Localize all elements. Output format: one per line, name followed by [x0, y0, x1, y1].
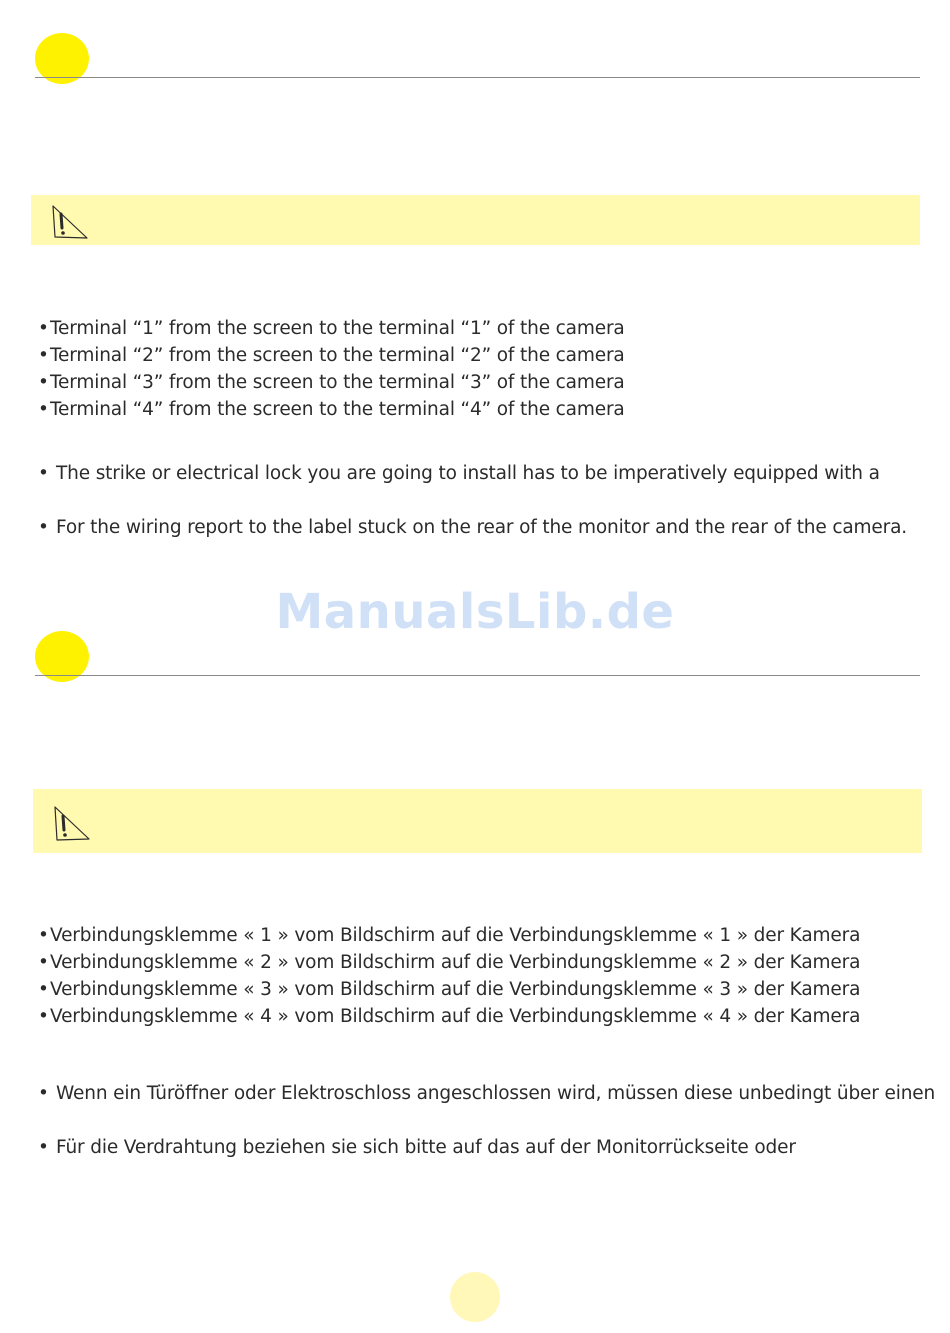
- list-item-text: Verbindungsklemme « 4 » vom Bildschirm auf die Verbindungsklemme « 4 » der Kamera: [50, 1006, 861, 1027]
- note-text: Wenn ein Türöffner oder Elektroschloss angeschlossen wird, müssen diese unbedingt über einen: [56, 1083, 936, 1104]
- watermark: ManualsLib.de: [275, 584, 675, 640]
- list-item: •Terminal “3” from the screen to the terminal “3” of the camera: [38, 372, 625, 393]
- note-text: Für die Verdrahtung beziehen sie sich bitte auf das auf der Monitorrückseite oder: [56, 1137, 796, 1158]
- note-text: For the wiring report to the label stuck on the rear of the monitor and the rear of the camera.: [56, 517, 908, 538]
- list-item-text: Terminal “1” from the screen to the terminal “1” of the camera: [50, 318, 625, 339]
- section-rule-1: [35, 77, 920, 78]
- warning-triangle-icon: [49, 202, 89, 240]
- note-de-2: • Für die Verdrahtung beziehen sie sich bitte auf das auf der Monitorrückseite oder: [38, 1137, 796, 1158]
- list-item: •Verbindungsklemme « 1 » vom Bildschirm auf die Verbindungsklemme « 1 » der Kamera: [38, 925, 861, 946]
- list-item: •Verbindungsklemme « 2 » vom Bildschirm auf die Verbindungsklemme « 2 » der Kamera: [38, 952, 861, 973]
- list-item: •Verbindungsklemme « 3 » vom Bildschirm auf die Verbindungsklemme « 3 » der Kamera: [38, 979, 861, 1000]
- list-item-text: Verbindungsklemme « 2 » vom Bildschirm auf die Verbindungsklemme « 2 » der Kamera: [50, 952, 861, 973]
- terminal-list-de: [38, 922, 860, 1030]
- note-en-1: • The strike or electrical lock you are going to install has to be imperatively equipped with a: [38, 463, 880, 484]
- warning-band-1: [31, 195, 920, 245]
- list-item-text: Verbindungsklemme « 3 » vom Bildschirm auf die Verbindungsklemme « 3 » der Kamera: [50, 979, 861, 1000]
- note-de-1: • Wenn ein Türöffner oder Elektroschloss angeschlossen wird, müssen diese unbedingt über einen: [38, 1083, 936, 1104]
- note-text: The strike or electrical lock you are going to install has to be imperatively equipped with a: [56, 463, 880, 484]
- list-item: •Terminal “2” from the screen to the terminal “2” of the camera: [38, 345, 625, 366]
- terminal-list-en: [38, 315, 625, 423]
- list-item: •Terminal “1” from the screen to the terminal “1” of the camera: [38, 318, 625, 339]
- list-item: •Verbindungsklemme « 4 » vom Bildschirm auf die Verbindungsklemme « 4 » der Kamera: [38, 1006, 861, 1027]
- list-item: •Terminal “4” from the screen to the terminal “4” of the camera: [38, 399, 625, 420]
- list-item-text: Terminal “3” from the screen to the terminal “3” of the camera: [50, 372, 625, 393]
- page-number-marker: [450, 1272, 500, 1322]
- warning-triangle-icon: [51, 803, 91, 843]
- list-item-text: Verbindungsklemme « 1 » vom Bildschirm auf die Verbindungsklemme « 1 » der Kamera: [50, 925, 861, 946]
- warning-band-2: [33, 789, 922, 853]
- note-en-2: • For the wiring report to the label stuck on the rear of the monitor and the rear of the camera.: [38, 517, 908, 538]
- list-item-text: Terminal “2” from the screen to the terminal “2” of the camera: [50, 345, 625, 366]
- section-rule-2: [35, 675, 920, 676]
- list-item-text: Terminal “4” from the screen to the terminal “4” of the camera: [50, 399, 625, 420]
